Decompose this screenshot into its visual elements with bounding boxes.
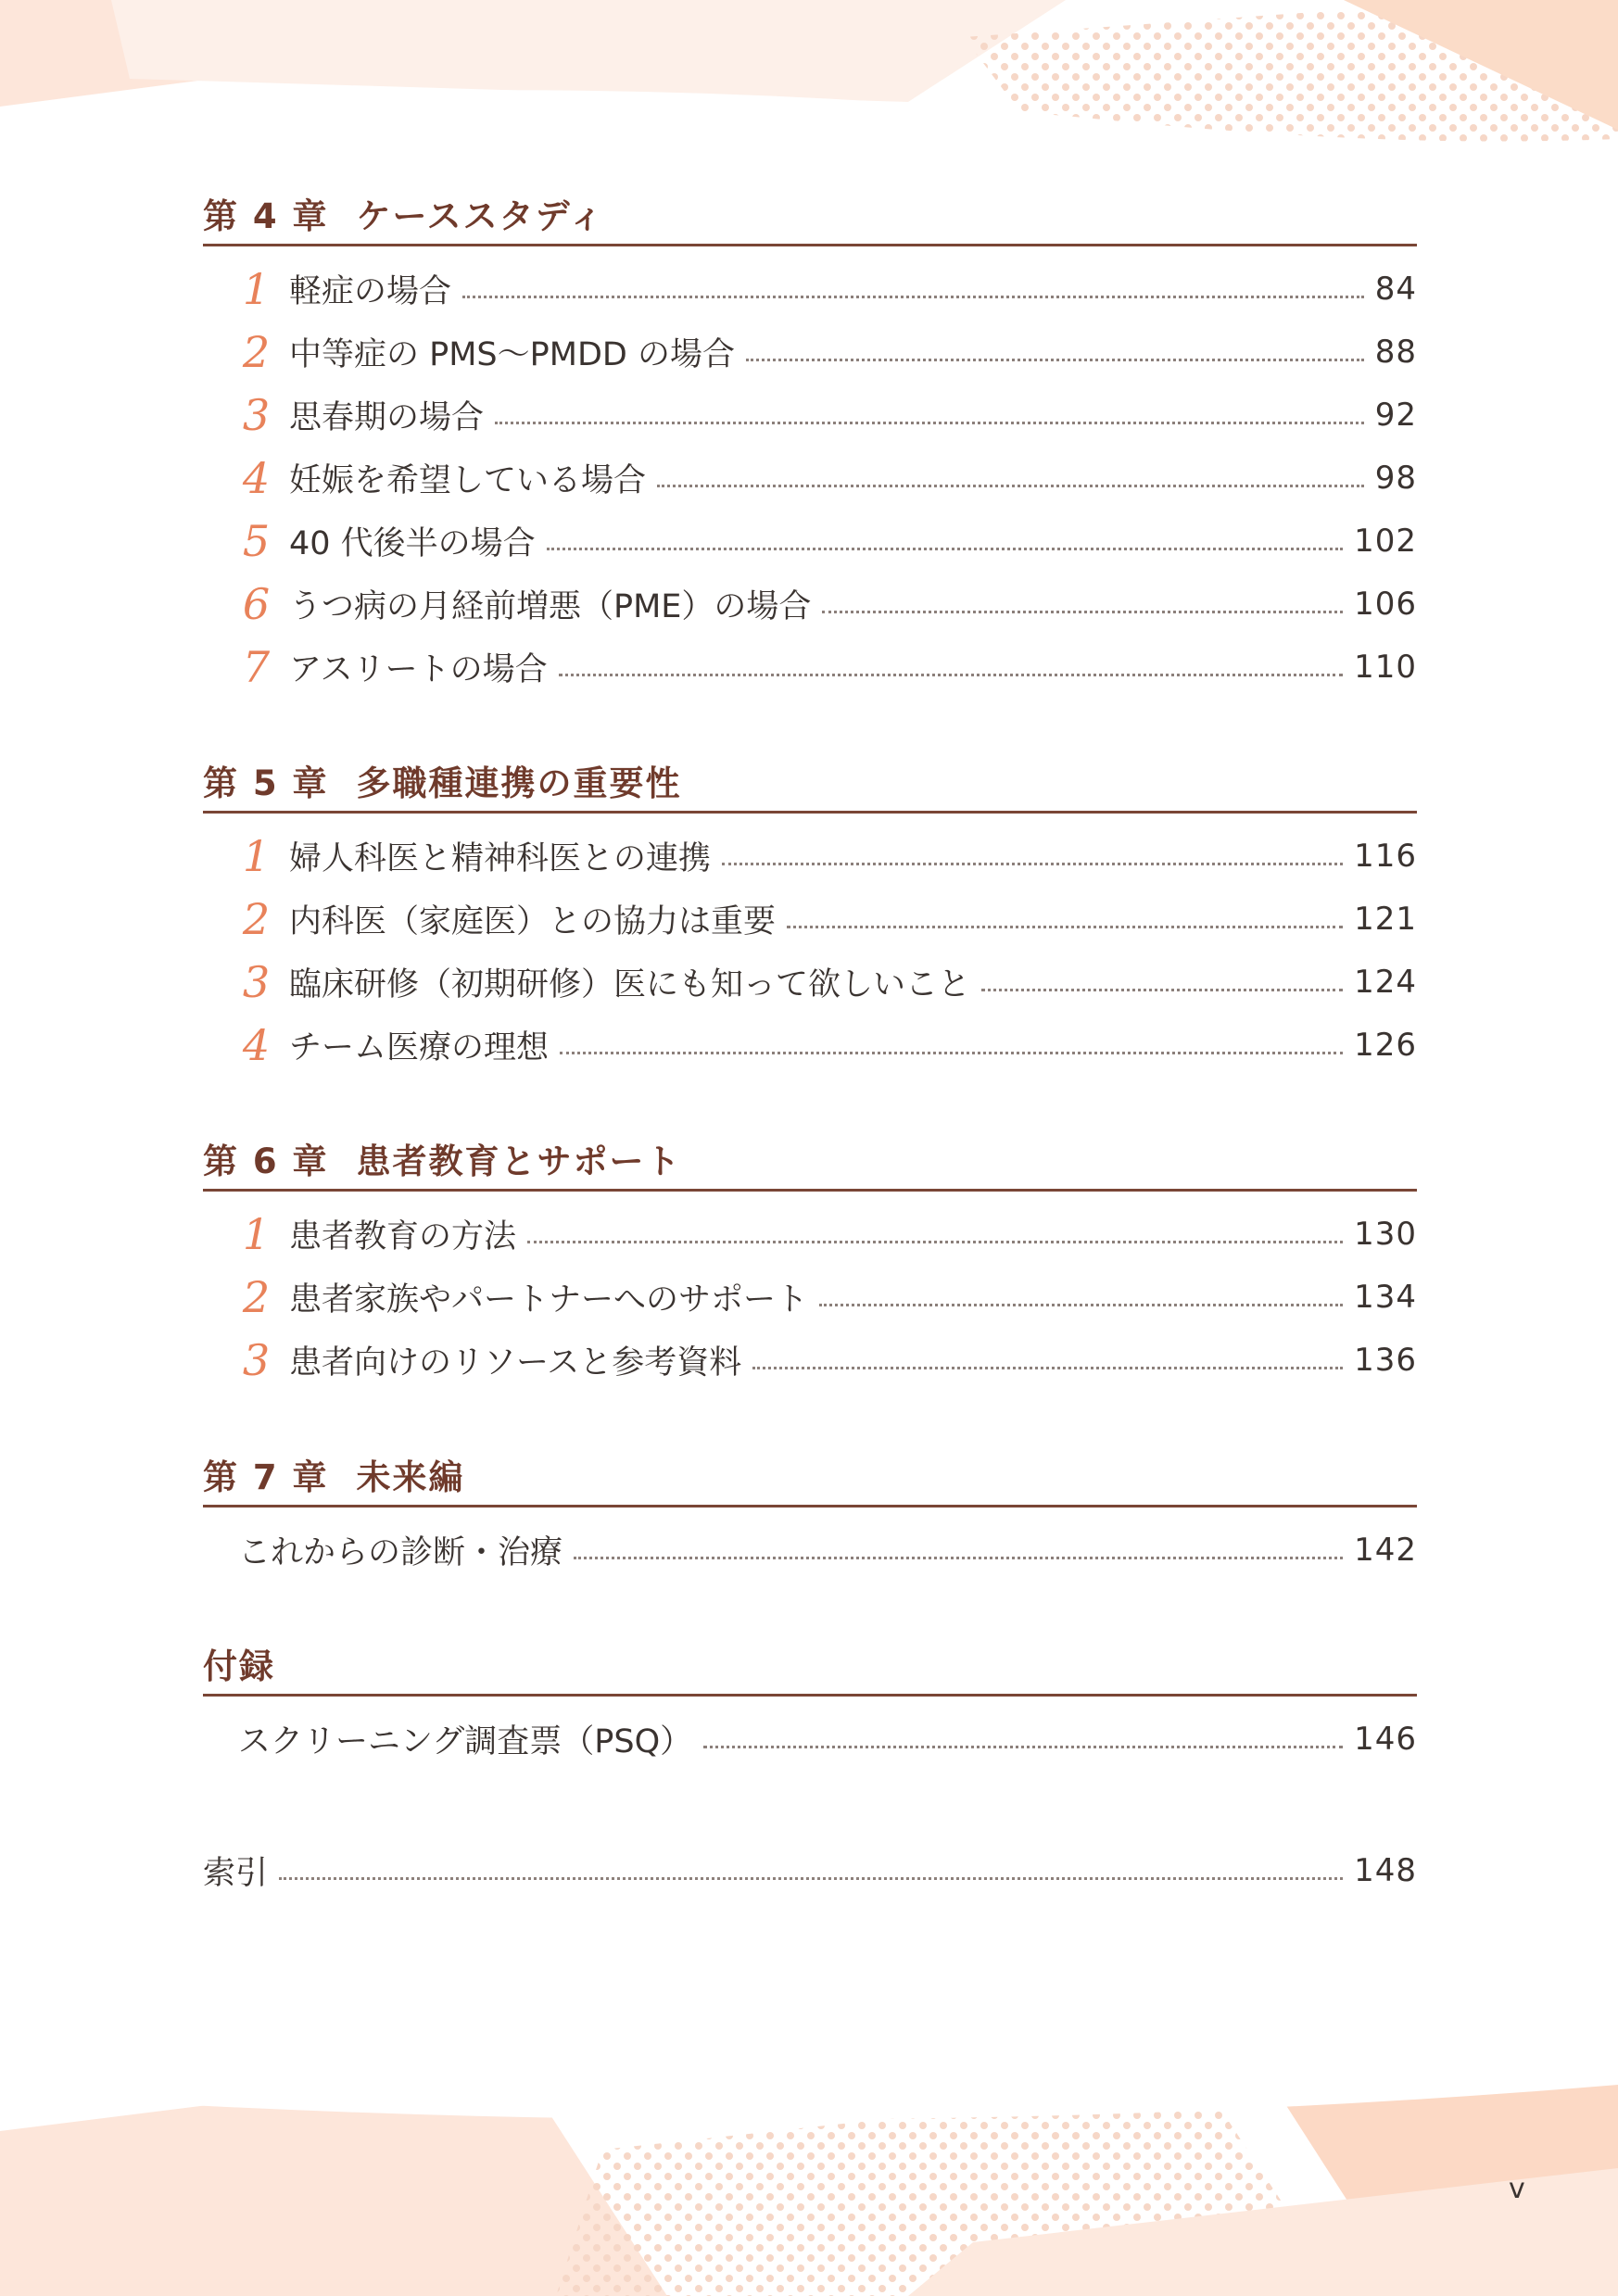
chapter-title: ケーススタディ xyxy=(356,196,605,236)
toc-entry[interactable] xyxy=(203,447,1417,510)
dot-leader xyxy=(657,485,1364,487)
dot-leader xyxy=(574,1557,1343,1559)
item-title: 臨床研修（初期研修）医にも知って欲しいこと xyxy=(289,966,971,1003)
item-title: 中等症の PMS〜PMDD の場合 xyxy=(289,336,735,373)
chapter-heading xyxy=(203,1143,1417,1192)
toc-entry[interactable] xyxy=(203,1014,1417,1077)
dot-leader xyxy=(527,1241,1343,1243)
item-number: 1 xyxy=(242,264,271,314)
item-number: 6 xyxy=(242,579,271,629)
item-number: 1 xyxy=(242,831,271,881)
dot-leader xyxy=(462,296,1364,298)
dot-leader xyxy=(722,863,1343,865)
item-number: 3 xyxy=(242,1335,271,1385)
dot-leader xyxy=(560,1052,1343,1054)
item-number: 4 xyxy=(242,1020,271,1070)
page-ref: 102 xyxy=(1354,523,1417,560)
index-entry[interactable] xyxy=(203,1839,1417,1902)
page-ref: 121 xyxy=(1354,901,1417,938)
dot-leader xyxy=(703,1746,1343,1748)
dot-leader xyxy=(559,674,1343,676)
chapter-label: 第 6 章 xyxy=(203,1142,329,1181)
chapter-label: 第 5 章 xyxy=(203,763,329,803)
chapter-heading xyxy=(203,198,1417,246)
chapter-6 xyxy=(203,1143,1417,1392)
toc-entry[interactable] xyxy=(203,510,1417,573)
page-ref: 88 xyxy=(1374,334,1417,371)
page-ref: 98 xyxy=(1374,460,1417,497)
page-number: v xyxy=(1509,2173,1525,2205)
chapter-label: 第 7 章 xyxy=(203,1457,329,1497)
toc-entry[interactable] xyxy=(203,825,1417,888)
item-title: 内科医（家庭医）との協力は重要 xyxy=(289,903,777,940)
toc-entry[interactable] xyxy=(203,1266,1417,1329)
chapter-heading xyxy=(203,1459,1417,1508)
page-ref: 106 xyxy=(1354,586,1417,623)
page-ref: 142 xyxy=(1354,1532,1417,1569)
item-title: チーム医療の理想 xyxy=(289,1029,550,1066)
toc-entry[interactable] xyxy=(203,573,1417,636)
appendix xyxy=(203,1648,1417,1771)
item-number: 3 xyxy=(242,390,271,440)
chapter-title: 未来編 xyxy=(356,1457,465,1497)
item-number: 2 xyxy=(242,894,271,944)
chapter-label: 付録 xyxy=(203,1646,275,1686)
toc-entry[interactable] xyxy=(203,1329,1417,1392)
item-title: アスリートの場合 xyxy=(289,651,548,688)
page-ref: 146 xyxy=(1354,1721,1417,1758)
item-title: スクリーニング調査票（PSQ） xyxy=(238,1723,693,1760)
toc-entry[interactable] xyxy=(203,888,1417,951)
item-title: 患者向けのリソースと参考資料 xyxy=(289,1344,742,1381)
toc-entry[interactable] xyxy=(203,1519,1417,1582)
item-title: 患者家族やパートナーへのサポート xyxy=(289,1281,809,1318)
item-title: 40 代後半の場合 xyxy=(289,525,536,562)
item-number: 5 xyxy=(242,516,271,566)
chapter-heading xyxy=(203,1648,1417,1697)
page-ref: 136 xyxy=(1354,1342,1417,1379)
item-number: 7 xyxy=(242,642,271,692)
dot-leader xyxy=(822,611,1343,613)
item-title: 思春期の場合 xyxy=(289,399,485,436)
page-ref: 134 xyxy=(1354,1279,1417,1316)
page-ref: 148 xyxy=(1354,1852,1417,1889)
item-number: 4 xyxy=(242,453,271,503)
toc-entry[interactable] xyxy=(203,258,1417,321)
dot-leader xyxy=(819,1304,1343,1306)
item-number: 3 xyxy=(242,957,271,1007)
chapter-4 xyxy=(203,198,1417,699)
item-title: 軽症の場合 xyxy=(289,273,452,310)
toc-entry[interactable] xyxy=(203,384,1417,447)
toc-entry[interactable] xyxy=(203,951,1417,1014)
dot-leader xyxy=(752,1367,1343,1369)
page-ref: 92 xyxy=(1374,397,1417,434)
toc-entry[interactable] xyxy=(203,1708,1417,1771)
chapter-heading xyxy=(203,765,1417,814)
dot-leader xyxy=(279,1877,1343,1880)
chapter-label: 第 4 章 xyxy=(203,196,329,236)
item-number: 2 xyxy=(242,327,271,377)
chapter-5 xyxy=(203,765,1417,1077)
item-number: 2 xyxy=(242,1272,271,1322)
item-title: 妊娠を希望している場合 xyxy=(289,462,647,499)
item-title: 患者教育の方法 xyxy=(289,1218,517,1255)
index-title: 索引 xyxy=(203,1855,269,1892)
chapter-title: 多職種連携の重要性 xyxy=(356,763,682,803)
item-title: 婦人科医と精神科医との連携 xyxy=(289,840,712,877)
toc-entry[interactable] xyxy=(203,1203,1417,1266)
toc-entry[interactable] xyxy=(203,636,1417,699)
dot-leader xyxy=(746,359,1364,361)
page-ref: 116 xyxy=(1354,838,1417,875)
item-title: これからの診断・治療 xyxy=(238,1534,563,1571)
page-ref: 124 xyxy=(1354,964,1417,1001)
dot-leader xyxy=(495,422,1364,424)
page-ref: 110 xyxy=(1354,649,1417,686)
page-ref: 130 xyxy=(1354,1216,1417,1253)
page-ref: 84 xyxy=(1374,271,1417,308)
item-number: 1 xyxy=(242,1209,271,1259)
chapter-title: 患者教育とサポート xyxy=(356,1142,682,1181)
page-ref: 126 xyxy=(1354,1027,1417,1064)
dot-leader xyxy=(787,926,1343,928)
chapter-7 xyxy=(203,1459,1417,1582)
toc-entry[interactable] xyxy=(203,321,1417,384)
item-title: うつ病の月経前増悪（PME）の場合 xyxy=(289,588,812,625)
dot-leader xyxy=(547,548,1343,550)
dot-leader xyxy=(981,989,1343,991)
